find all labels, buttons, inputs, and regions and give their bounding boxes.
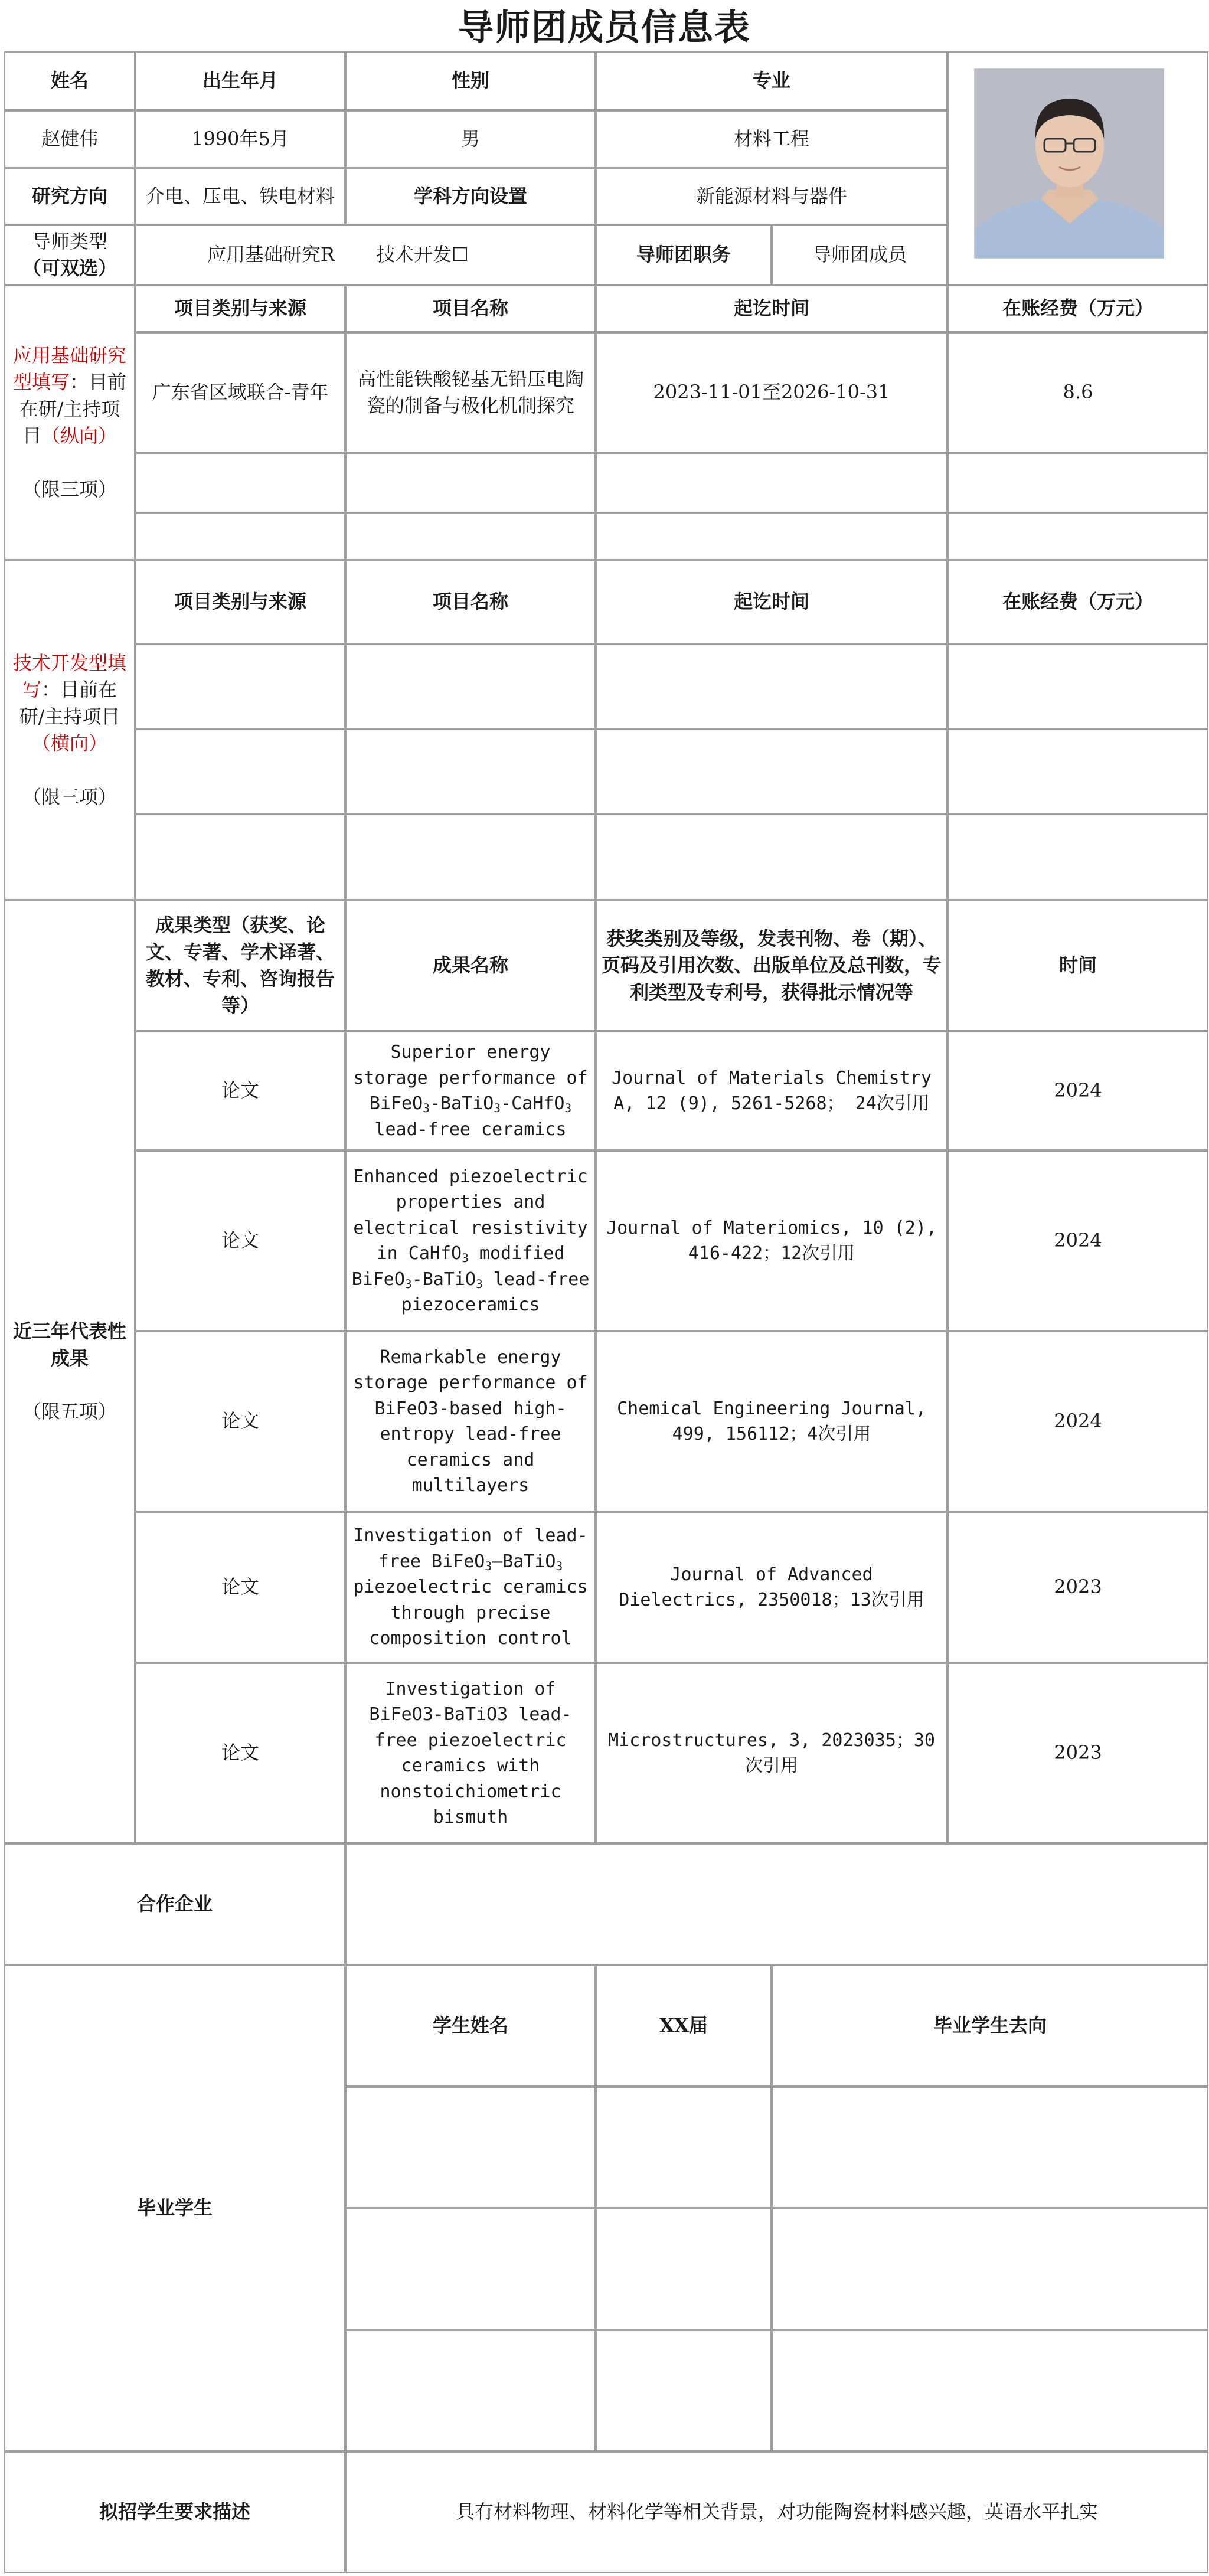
gender-value: 男 — [345, 110, 596, 168]
partner-value — [345, 1843, 1208, 1965]
graduate-row3-name — [345, 2330, 596, 2451]
mentor-type-label — [4, 225, 135, 285]
horizontal-row1-period — [596, 644, 947, 729]
achievement-row2-name-part1: Enhanced piezoelectric properties and electrical resistivity in CaHfO — [353, 1166, 588, 1264]
achievement-row2-detail: Journal of Materiomics, 10 (2), 416-422；12次引用 — [596, 1150, 947, 1331]
research-label: 研究方向 — [4, 168, 135, 225]
achievement-row1-time: 2024 — [947, 1031, 1208, 1150]
horizontal-row3-name — [345, 814, 596, 900]
achievement-row2-name-part4: lead-free piezoceramics — [401, 1269, 590, 1315]
vertical-side-red-1: 应用基础研究型填写 — [12, 344, 126, 394]
horizontal-row1-source — [135, 644, 345, 729]
achievement-row2-name-part2: modified BiFeO — [351, 1243, 565, 1290]
graduates-label: 毕业学生 — [4, 1965, 345, 2451]
achievement-row1-name — [345, 1031, 596, 1150]
mentor-type-options — [135, 225, 596, 285]
vertical-col-period: 起讫时间 — [596, 285, 947, 332]
vertical-row3-funds — [947, 513, 1208, 560]
page-title: 导师团成员信息表 — [458, 7, 751, 48]
achievement-row4-name-part3: piezoelectric ceramics through precise composition control — [353, 1577, 588, 1649]
achievement-row1-name-part4: lead-free ceramics — [374, 1119, 567, 1140]
horizontal-col-funds: 在账经费（万元） — [947, 560, 1208, 644]
achievements-side-limit: （限五项） — [22, 1400, 117, 1423]
vertical-row2-source — [135, 453, 345, 513]
horizontal-side-black: ：目前在研/主持项目 — [19, 678, 120, 728]
achievement-row4-type: 论文 — [135, 1512, 345, 1663]
achievement-row5-detail: Microstructures, 3, 2023035；30次引用 — [596, 1663, 947, 1843]
horizontal-col-name: 项目名称 — [345, 560, 596, 644]
achievement-row4-detail: Journal of Advanced Dielectrics, 2350018；13次引用 — [596, 1512, 947, 1663]
vertical-row3-source — [135, 513, 345, 560]
team-role-label: 导师团职务 — [596, 225, 772, 285]
vertical-col-source: 项目类别与来源 — [135, 285, 345, 332]
vertical-side-limit: （限三项） — [22, 478, 117, 501]
achievements-col-name: 成果名称 — [345, 900, 596, 1031]
achievement-row3-type: 论文 — [135, 1331, 345, 1512]
achievement-row3-name: Remarkable energy storage performance of BiFeO3-based high-entropy lead-free ceramics and multilayers — [345, 1331, 596, 1512]
vertical-side-red-2: （纵向） — [41, 424, 117, 447]
vertical-row2-funds — [947, 453, 1208, 513]
birth-label: 出生年月 — [135, 51, 345, 110]
graduate-row2-cohort — [596, 2208, 772, 2330]
horizontal-row3-period — [596, 814, 947, 900]
portrait-image — [975, 69, 1164, 259]
name-label: 姓名 — [4, 51, 135, 110]
subscript: 3 — [556, 1559, 563, 1573]
horizontal-row3-funds — [947, 814, 1208, 900]
horizontal-col-period: 起讫时间 — [596, 560, 947, 644]
mentor-type-label-line1: 导师类型 — [31, 230, 107, 253]
subscript: 3 — [423, 1101, 430, 1115]
research-value: 介电、压电、铁电材料 — [135, 168, 345, 225]
vertical-row2-name — [345, 453, 596, 513]
graduate-row1-name — [345, 2087, 596, 2208]
recruit-label: 拟招学生要求描述 — [4, 2451, 345, 2573]
achievements-side-label — [4, 900, 135, 1843]
horizontal-row1-name — [345, 644, 596, 729]
achievement-row3-time: 2024 — [947, 1331, 1208, 1512]
graduates-col-name: 学生姓名 — [345, 1965, 596, 2087]
discipline-value: 新能源材料与器件 — [596, 168, 947, 225]
achievement-row1-type: 论文 — [135, 1031, 345, 1150]
graduate-row1-cohort — [596, 2087, 772, 2208]
partner-label: 合作企业 — [4, 1843, 345, 1965]
achievement-row4-time: 2023 — [947, 1512, 1208, 1663]
team-role-value: 导师团成员 — [772, 225, 947, 285]
achievement-row1-detail: Journal of Materials Chemistry A, 12 (9), 5261-5268； 24次引用 — [596, 1031, 947, 1150]
achievement-row1-name-part1: Superior energy storage performance of BiFeO — [353, 1042, 588, 1114]
achievement-row1-name-part3: -CaHfO — [501, 1093, 565, 1114]
achievement-row5-type: 论文 — [135, 1663, 345, 1843]
achievement-row2-name-part3: -BaTiO — [411, 1269, 476, 1290]
achievement-row2-time: 2024 — [947, 1150, 1208, 1331]
vertical-side-black: ：目前在研/主持项目 — [19, 371, 127, 447]
subscript: 3 — [476, 1277, 483, 1291]
achievement-row1-name-part2: -BaTiO — [429, 1093, 494, 1114]
achievement-row4-name — [345, 1512, 596, 1663]
graduates-col-destination: 毕业学生去向 — [772, 1965, 1208, 2087]
vertical-row3-name — [345, 513, 596, 560]
name-value: 赵健伟 — [4, 110, 135, 168]
subscript: 3 — [404, 1277, 412, 1291]
portrait-photo — [974, 68, 1164, 259]
subscript: 3 — [564, 1101, 572, 1115]
achievements-col-time: 时间 — [947, 900, 1208, 1031]
horizontal-row2-period — [596, 729, 947, 814]
birth-value: 1990年5月 — [135, 110, 345, 168]
achievement-row4-name-part1: Investigation of lead-free BiFeO — [353, 1525, 588, 1572]
mentor-type-applied: 应用基础研究R — [207, 243, 335, 266]
vertical-row1-name: 高性能铁酸铋基无铅压电陶瓷的制备与极化机制探究 — [345, 332, 596, 453]
gender-label: 性别 — [345, 51, 596, 110]
horizontal-row2-source — [135, 729, 345, 814]
mentor-type-label-line2: （可双选） — [22, 257, 117, 279]
vertical-row1-source: 广东省区域联合-青年 — [135, 332, 345, 453]
vertical-col-funds: 在账经费（万元） — [947, 285, 1208, 332]
graduate-row3-cohort — [596, 2330, 772, 2451]
horizontal-side-red-2: （横向） — [31, 732, 107, 754]
horizontal-side-red-1: 技术开发型填写 — [12, 651, 126, 701]
vertical-row1-funds: 8.6 — [947, 332, 1208, 453]
horizontal-projects-side-label — [4, 560, 135, 900]
major-value: 材料工程 — [596, 110, 947, 168]
horizontal-row1-funds — [947, 644, 1208, 729]
major-label: 专业 — [596, 51, 947, 110]
achievements-col-detail: 获奖类别及等级，发表刊物、卷（期）、页码及引用次数、出版单位及总刊数，专利类型及专利号，获得批示情况等 — [596, 900, 947, 1031]
graduate-row3-destination — [772, 2330, 1208, 2451]
horizontal-col-source: 项目类别与来源 — [135, 560, 345, 644]
achievements-col-type: 成果类型（获奖、论文、专著、学术译著、教材、专利、咨询报告等） — [135, 900, 345, 1031]
horizontal-row2-name — [345, 729, 596, 814]
subscript: 3 — [462, 1251, 469, 1265]
achievement-row3-detail: Chemical Engineering Journal, 499, 156112；4次引用 — [596, 1331, 947, 1512]
graduate-row1-destination — [772, 2087, 1208, 2208]
discipline-label: 学科方向设置 — [345, 168, 596, 225]
vertical-row1-period: 2023-11-01至2026-10-31 — [596, 332, 947, 453]
horizontal-row3-source — [135, 814, 345, 900]
graduates-col-cohort: XX届 — [596, 1965, 772, 2087]
graduate-row2-name — [345, 2208, 596, 2330]
achievement-row5-time: 2023 — [947, 1663, 1208, 1843]
achievement-row2-name — [345, 1150, 596, 1331]
vertical-col-name: 项目名称 — [345, 285, 596, 332]
graduate-row2-destination — [772, 2208, 1208, 2330]
subscript: 3 — [494, 1101, 501, 1115]
subscript: 3 — [485, 1559, 492, 1573]
achievement-row2-type: 论文 — [135, 1150, 345, 1331]
achievement-row4-name-part2: –BaTiO — [492, 1551, 556, 1572]
achievement-row5-name: Investigation of BiFeO3-BaTiO3 lead-free piezoelectric ceramics with nonstoichiometric bismuth — [345, 1663, 596, 1843]
vertical-projects-side-label — [4, 285, 135, 560]
achievements-side-title: 近三年代表性成果 — [12, 1320, 126, 1369]
vertical-row2-period — [596, 453, 947, 513]
vertical-row3-period — [596, 513, 947, 560]
mentor-type-tech-dev-checkbox[interactable]: 技术开发☐ — [376, 243, 469, 266]
horizontal-row2-funds — [947, 729, 1208, 814]
horizontal-side-limit: （限三项） — [22, 785, 117, 808]
recruit-text: 具有材料物理、材料化学等相关背景，对功能陶瓷材料感兴趣，英语水平扎实 — [345, 2451, 1208, 2573]
